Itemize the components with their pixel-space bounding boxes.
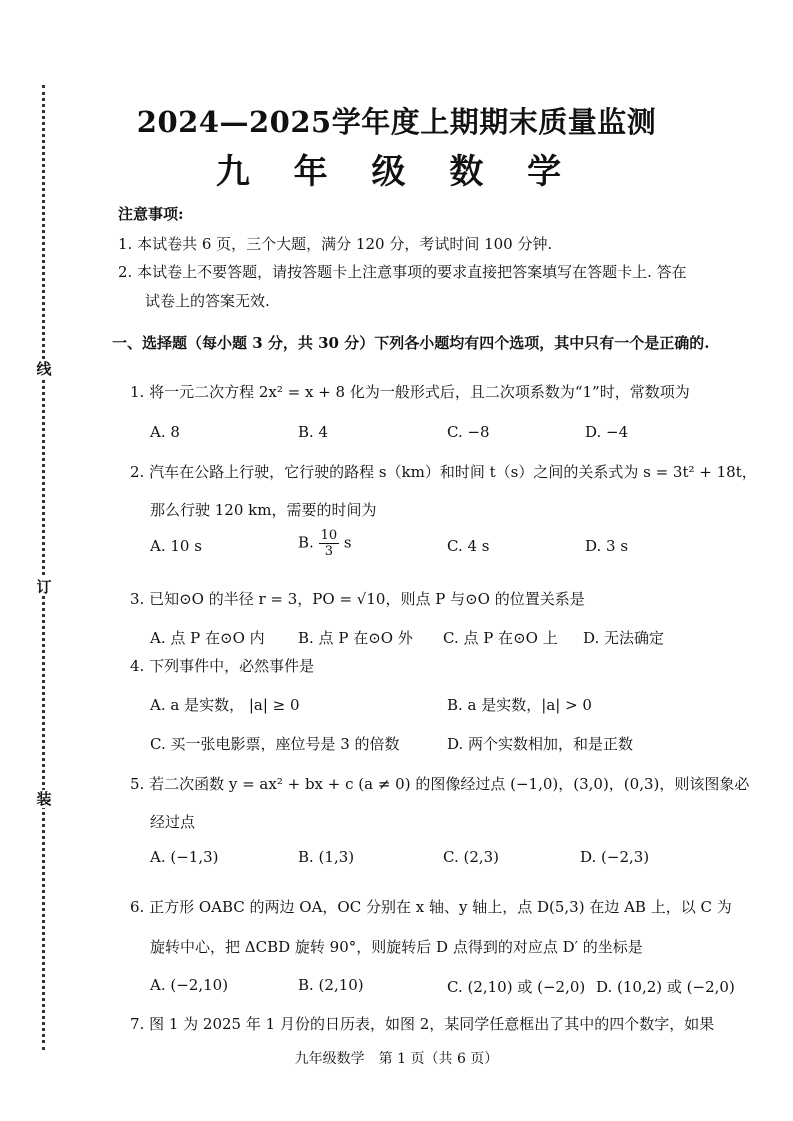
q1-option-d: D. −4: [585, 423, 629, 441]
binding-mark-xian: 线: [36, 360, 52, 378]
notice-heading: 注意事项:: [118, 205, 184, 223]
q6-stem-cont: 旋转中心，把 ΔCBD 旋转 90°，则旋转后 D 点得到的对应点 D′ 的坐标是: [150, 938, 643, 956]
q5-stem: 5. 若二次函数 y = ax² + bx + c (a ≠ 0) 的图像经过点 (−1,0)，(3,0)，(0,3)，则该图象必: [130, 775, 750, 793]
binding-mark-zhuang: 装: [36, 790, 52, 808]
q7-stem: 7. 图 1 为 2025 年 1 月份的日历表，如图 2，某同学任意框出了其中的四个数字，如果: [130, 1015, 715, 1033]
page-footer: 九年级数学 第 1 页（共 6 页）: [294, 1051, 499, 1067]
exam-subtitle: 九 年 级 数 学: [215, 152, 578, 192]
exam-title: 2024—2025学年度上期期末质量监测: [136, 105, 657, 139]
q3-option-c: C. 点 P 在⊙O 上: [443, 629, 558, 647]
q2-fraction-numerator: 10: [320, 528, 338, 543]
q2-option-d: D. 3 s: [585, 537, 629, 555]
q6-stem: 6. 正方形 OABC 的两边 OA，OC 分别在 x 轴、y 轴上，点 D(5,3) 在边 AB 上，以 C 为: [130, 898, 732, 916]
notice-item-1: 1. 本试卷共 6 页，三个大题，满分 120 分，考试时间 100 分钟.: [118, 235, 553, 253]
q2-stem: 2. 汽车在公路上行驶，它行驶的路程 s（km）和时间 t（s）之间的关系式为 s = 3t² + 18t，: [130, 463, 757, 481]
q5-option-d: D. (−2,3): [580, 848, 650, 866]
q4-option-a: A. a 是实数， |a| ≥ 0: [150, 696, 300, 714]
q4-stem: 4. 下列事件中，必然事件是: [130, 657, 315, 675]
binding-line: [42, 85, 45, 1050]
notice-item-2-cont: 试卷上的答案无效.: [145, 292, 270, 310]
q2-option-b: [298, 528, 352, 559]
q4-option-c: C. 买一张电影票，座位号是 3 的倍数: [150, 735, 400, 753]
q1-option-c: C. −8: [447, 423, 490, 441]
q2-option-c: C. 4 s: [447, 537, 490, 555]
q6-option-c: C. (2,10) 或 (−2,0): [447, 978, 586, 996]
q6-option-a: A. (−2,10): [150, 976, 229, 994]
q5-option-c: C. (2,3): [443, 848, 500, 866]
q3-option-a: A. 点 P 在⊙O 内: [150, 629, 265, 647]
notice-item-2: 2. 本试卷上不要答题，请按答题卡上注意事项的要求直接把答案填写在答题卡上. 答在: [118, 263, 687, 281]
q6-option-d: D. (10,2) 或 (−2,0): [596, 978, 735, 996]
q2-option-b-fraction: [319, 528, 340, 559]
q3-option-d: D. 无法确定: [583, 629, 665, 647]
q5-stem-cont: 经过点: [150, 813, 196, 831]
q3-stem: 3. 已知⊙O 的半径 r = 3，PO = √10，则点 P 与⊙O 的位置关系是: [130, 590, 585, 608]
q2-option-a: A. 10 s: [150, 537, 202, 555]
binding-mark-ding: 订: [36, 578, 52, 596]
q2-stem-cont: 那么行驶 120 km，需要的时间为: [150, 501, 377, 519]
q6-option-b: B. (2,10): [298, 976, 364, 994]
q2-option-b-unit: s: [343, 533, 352, 552]
q3-option-b: B. 点 P 在⊙O 外: [298, 629, 413, 647]
q5-option-b: B. (1,3): [298, 848, 355, 866]
section-1-heading: 一、选择题（每小题 3 分，共 30 分）下列各小题均有四个选项，其中只有一个是正确的.: [112, 334, 710, 352]
q1-stem: 1. 将一元二次方程 2x² = x + 8 化为一般形式后，且二次项系数为“1”时，常数项为: [130, 383, 690, 401]
q1-option-b: B. 4: [298, 423, 329, 441]
q5-option-a: A. (−1,3): [150, 848, 219, 866]
q4-option-b: B. a 是实数，|a| > 0: [447, 696, 592, 714]
q2-option-b-label: B.: [298, 533, 314, 552]
q2-fraction-denominator: 3: [324, 544, 333, 559]
q1-option-a: A. 8: [150, 423, 180, 441]
q4-option-d: D. 两个实数相加，和是正数: [447, 735, 634, 753]
